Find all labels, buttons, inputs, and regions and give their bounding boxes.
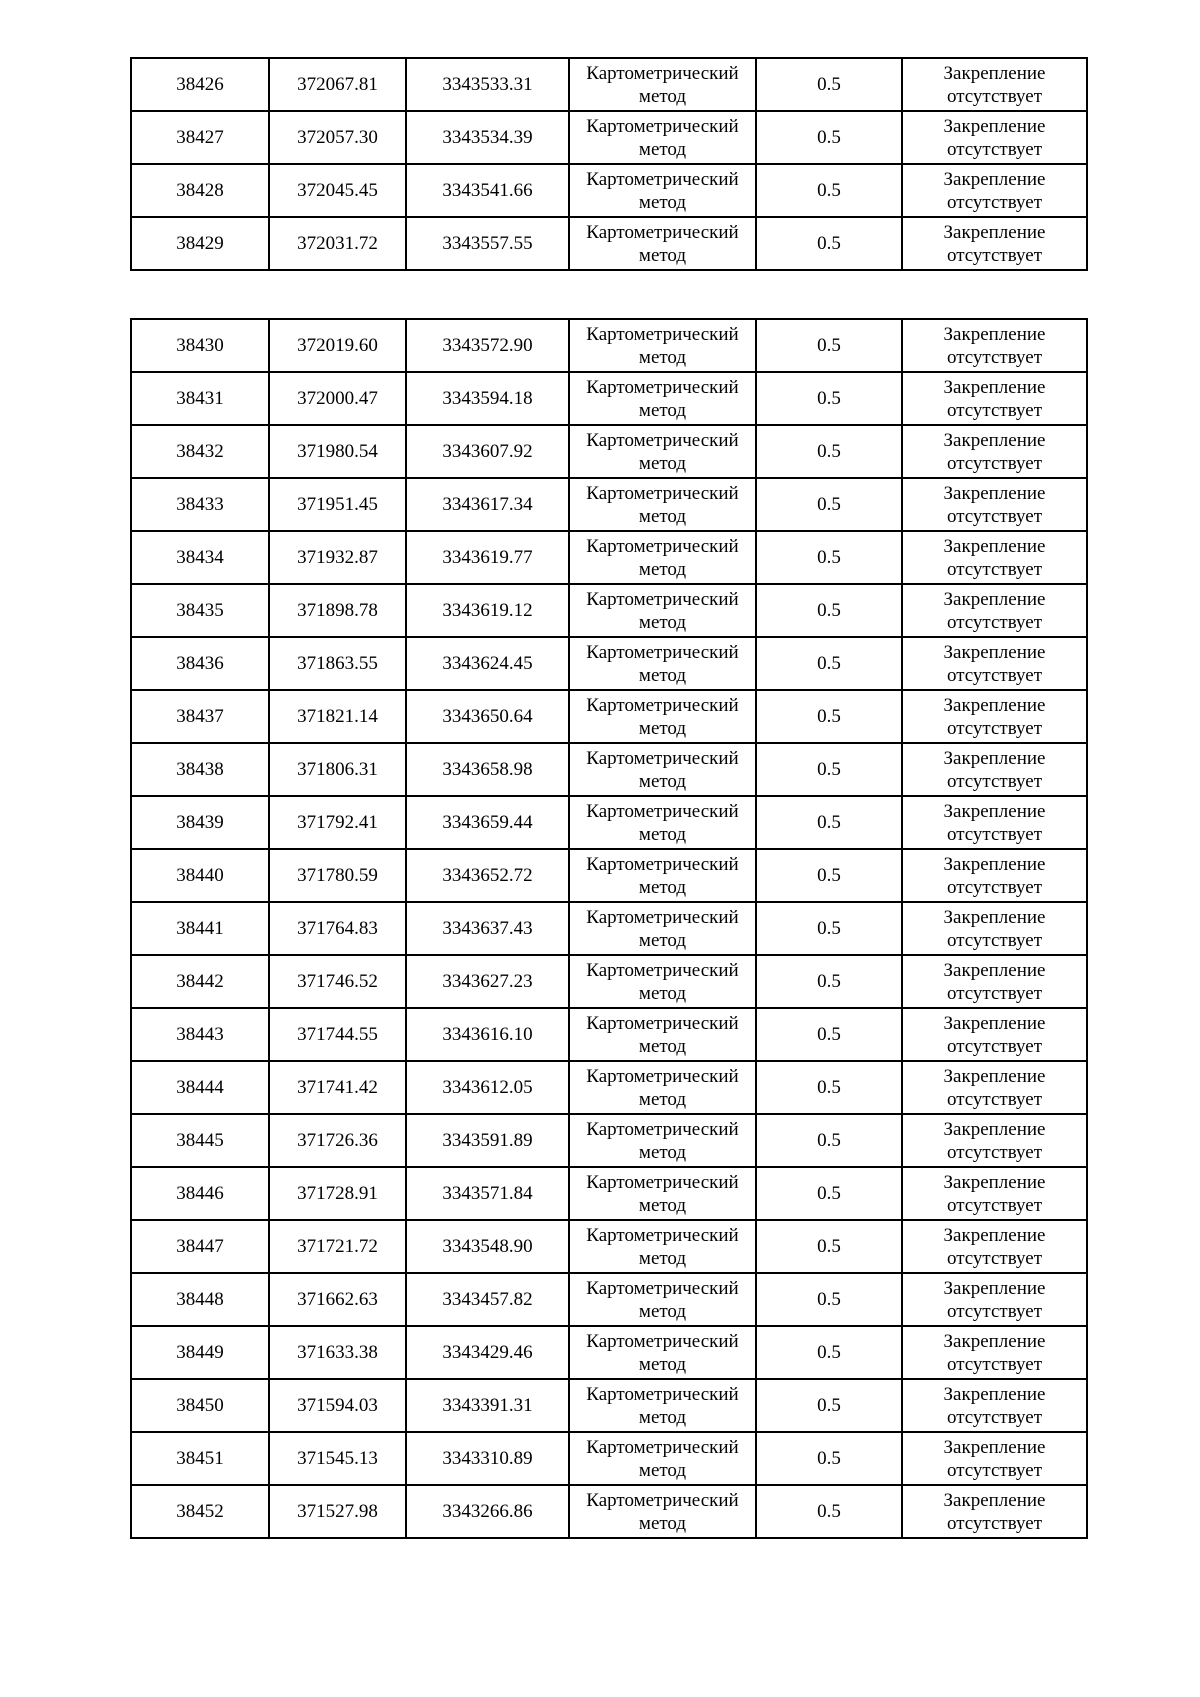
accuracy-cell: 0.5 bbox=[756, 478, 902, 531]
y-coordinate-cell: 3343619.12 bbox=[406, 584, 569, 637]
y-coordinate-cell: 3343607.92 bbox=[406, 425, 569, 478]
accuracy-cell: 0.5 bbox=[756, 372, 902, 425]
method-text: Картометрический bbox=[586, 115, 739, 137]
x-coordinate-cell: 371806.31 bbox=[269, 743, 406, 796]
fixing-cell bbox=[902, 1379, 1087, 1432]
method-text: Картометрический bbox=[586, 588, 739, 610]
method-text: метод bbox=[638, 1406, 687, 1428]
point-number-cell: 38443 bbox=[131, 1008, 269, 1061]
fixing-text: отсутствует bbox=[946, 1141, 1043, 1163]
fixing-text: отсутствует bbox=[946, 452, 1043, 474]
fixing-cell bbox=[902, 1008, 1087, 1061]
fixing-text: отсутствует bbox=[946, 717, 1043, 739]
y-coordinate-cell: 3343457.82 bbox=[406, 1273, 569, 1326]
fixing-text: Закрепление bbox=[943, 959, 1046, 981]
method-text: Картометрический bbox=[586, 1065, 739, 1087]
fixing-cell bbox=[902, 584, 1087, 637]
method-text: метод bbox=[638, 85, 687, 107]
y-coordinate-cell: 3343548.90 bbox=[406, 1220, 569, 1273]
fixing-text: Закрепление bbox=[943, 1065, 1046, 1087]
fixing-text: Закрепление bbox=[943, 1436, 1046, 1458]
point-number-cell: 38440 bbox=[131, 849, 269, 902]
y-coordinate-cell: 3343650.64 bbox=[406, 690, 569, 743]
x-coordinate-cell: 371932.87 bbox=[269, 531, 406, 584]
point-number-cell: 38427 bbox=[131, 111, 269, 164]
fixing-text: Закрепление bbox=[943, 221, 1046, 243]
y-coordinate-cell: 3343637.43 bbox=[406, 902, 569, 955]
fixing-text: Закрепление bbox=[943, 800, 1046, 822]
x-coordinate-cell: 371545.13 bbox=[269, 1432, 406, 1485]
method-cell bbox=[569, 531, 756, 584]
method-cell bbox=[569, 111, 756, 164]
method-text: Картометрический bbox=[586, 694, 739, 716]
method-text: Картометрический bbox=[586, 853, 739, 875]
y-coordinate-cell: 3343619.77 bbox=[406, 531, 569, 584]
method-cell bbox=[569, 478, 756, 531]
method-text: Картометрический bbox=[586, 429, 739, 451]
method-cell bbox=[569, 319, 756, 372]
fixing-text: Закрепление bbox=[943, 376, 1046, 398]
y-coordinate-cell: 3343658.98 bbox=[406, 743, 569, 796]
fixing-text: Закрепление bbox=[943, 482, 1046, 504]
method-text: метод bbox=[638, 1088, 687, 1110]
table-row bbox=[131, 319, 1087, 372]
table-row bbox=[131, 690, 1087, 743]
x-coordinate-cell: 371746.52 bbox=[269, 955, 406, 1008]
accuracy-cell: 0.5 bbox=[756, 743, 902, 796]
accuracy-cell: 0.5 bbox=[756, 849, 902, 902]
fixing-text: Закрепление bbox=[943, 641, 1046, 663]
accuracy-cell: 0.5 bbox=[756, 1379, 902, 1432]
method-text: Картометрический bbox=[586, 1012, 739, 1034]
method-cell bbox=[569, 637, 756, 690]
method-text: метод bbox=[638, 1300, 687, 1322]
method-text: метод bbox=[638, 717, 687, 739]
method-text: Картометрический bbox=[586, 747, 739, 769]
accuracy-cell: 0.5 bbox=[756, 637, 902, 690]
method-text: Картометрический bbox=[586, 1436, 739, 1458]
method-text: Картометрический bbox=[586, 959, 739, 981]
table-row bbox=[131, 849, 1087, 902]
y-coordinate-cell: 3343557.55 bbox=[406, 217, 569, 270]
x-coordinate-cell: 371741.42 bbox=[269, 1061, 406, 1114]
method-cell bbox=[569, 1167, 756, 1220]
method-text: Картометрический bbox=[586, 1383, 739, 1405]
fixing-cell bbox=[902, 743, 1087, 796]
y-coordinate-cell: 3343659.44 bbox=[406, 796, 569, 849]
x-coordinate-cell: 371764.83 bbox=[269, 902, 406, 955]
fixing-text: отсутствует bbox=[946, 505, 1043, 527]
y-coordinate-cell: 3343652.72 bbox=[406, 849, 569, 902]
accuracy-cell: 0.5 bbox=[756, 1485, 902, 1538]
accuracy-cell: 0.5 bbox=[756, 1273, 902, 1326]
fixing-text: Закрепление bbox=[943, 62, 1046, 84]
point-number-cell: 38449 bbox=[131, 1326, 269, 1379]
method-cell bbox=[569, 584, 756, 637]
x-coordinate-cell: 371898.78 bbox=[269, 584, 406, 637]
x-coordinate-cell: 371721.72 bbox=[269, 1220, 406, 1273]
point-number-cell: 38433 bbox=[131, 478, 269, 531]
fixing-text: отсутствует bbox=[946, 876, 1043, 898]
accuracy-cell: 0.5 bbox=[756, 1167, 902, 1220]
y-coordinate-cell: 3343617.34 bbox=[406, 478, 569, 531]
fixing-text: отсутствует bbox=[946, 1247, 1043, 1269]
coordinates-table-1 bbox=[130, 57, 1088, 271]
table-row bbox=[131, 1432, 1087, 1485]
fixing-text: отсутствует bbox=[946, 1512, 1043, 1534]
method-text: метод bbox=[638, 1194, 687, 1216]
accuracy-cell: 0.5 bbox=[756, 164, 902, 217]
method-cell bbox=[569, 743, 756, 796]
fixing-text: отсутствует bbox=[946, 1194, 1043, 1216]
method-text: метод bbox=[638, 611, 687, 633]
accuracy-cell: 0.5 bbox=[756, 217, 902, 270]
method-cell bbox=[569, 1485, 756, 1538]
table-row bbox=[131, 217, 1087, 270]
table-row bbox=[131, 584, 1087, 637]
fixing-text: отсутствует bbox=[946, 611, 1043, 633]
method-text: метод bbox=[638, 558, 687, 580]
method-text: Картометрический bbox=[586, 1171, 739, 1193]
accuracy-cell: 0.5 bbox=[756, 531, 902, 584]
fixing-cell bbox=[902, 796, 1087, 849]
y-coordinate-cell: 3343612.05 bbox=[406, 1061, 569, 1114]
method-text: метод bbox=[638, 1247, 687, 1269]
point-number-cell: 38444 bbox=[131, 1061, 269, 1114]
method-text: Картометрический bbox=[586, 1489, 739, 1511]
method-text: Картометрический bbox=[586, 1118, 739, 1140]
table-row bbox=[131, 1167, 1087, 1220]
point-number-cell: 38436 bbox=[131, 637, 269, 690]
table-row bbox=[131, 1061, 1087, 1114]
x-coordinate-cell: 371821.14 bbox=[269, 690, 406, 743]
x-coordinate-cell: 371863.55 bbox=[269, 637, 406, 690]
point-number-cell: 38437 bbox=[131, 690, 269, 743]
method-text: Картометрический bbox=[586, 1224, 739, 1246]
point-number-cell: 38429 bbox=[131, 217, 269, 270]
method-text: метод bbox=[638, 1353, 687, 1375]
method-text: Картометрический bbox=[586, 1277, 739, 1299]
fixing-cell bbox=[902, 690, 1087, 743]
fixing-text: Закрепление bbox=[943, 1489, 1046, 1511]
method-text: метод bbox=[638, 876, 687, 898]
x-coordinate-cell: 371780.59 bbox=[269, 849, 406, 902]
fixing-text: отсутствует bbox=[946, 770, 1043, 792]
method-cell bbox=[569, 1379, 756, 1432]
fixing-text: отсутствует bbox=[946, 664, 1043, 686]
fixing-text: отсутствует bbox=[946, 85, 1043, 107]
method-text: метод bbox=[638, 244, 687, 266]
method-cell bbox=[569, 849, 756, 902]
x-coordinate-cell: 372031.72 bbox=[269, 217, 406, 270]
fixing-text: Закрепление bbox=[943, 1277, 1046, 1299]
point-number-cell: 38434 bbox=[131, 531, 269, 584]
point-number-cell: 38435 bbox=[131, 584, 269, 637]
y-coordinate-cell: 3343541.66 bbox=[406, 164, 569, 217]
table-row bbox=[131, 637, 1087, 690]
method-cell bbox=[569, 955, 756, 1008]
method-text: Картометрический bbox=[586, 641, 739, 663]
method-text: метод bbox=[638, 452, 687, 474]
method-text: Картометрический bbox=[586, 800, 739, 822]
fixing-cell bbox=[902, 1114, 1087, 1167]
table-row bbox=[131, 1220, 1087, 1273]
point-number-cell: 38439 bbox=[131, 796, 269, 849]
accuracy-cell: 0.5 bbox=[756, 1326, 902, 1379]
x-coordinate-cell: 371951.45 bbox=[269, 478, 406, 531]
method-cell bbox=[569, 902, 756, 955]
fixing-text: отсутствует bbox=[946, 1088, 1043, 1110]
fixing-text: отсутствует bbox=[946, 191, 1043, 213]
fixing-text: отсутствует bbox=[946, 1406, 1043, 1428]
fixing-cell bbox=[902, 1326, 1087, 1379]
accuracy-cell: 0.5 bbox=[756, 1432, 902, 1485]
fixing-text: Закрепление bbox=[943, 1012, 1046, 1034]
x-coordinate-cell: 371728.91 bbox=[269, 1167, 406, 1220]
accuracy-cell: 0.5 bbox=[756, 1061, 902, 1114]
y-coordinate-cell: 3343572.90 bbox=[406, 319, 569, 372]
method-cell bbox=[569, 796, 756, 849]
point-number-cell: 38441 bbox=[131, 902, 269, 955]
table-row bbox=[131, 1008, 1087, 1061]
accuracy-cell: 0.5 bbox=[756, 1220, 902, 1273]
method-text: метод bbox=[638, 823, 687, 845]
fixing-text: отсутствует bbox=[946, 1035, 1043, 1057]
fixing-cell bbox=[902, 58, 1087, 111]
point-number-cell: 38428 bbox=[131, 164, 269, 217]
y-coordinate-cell: 3343627.23 bbox=[406, 955, 569, 1008]
method-text: метод bbox=[638, 399, 687, 421]
fixing-text: отсутствует bbox=[946, 558, 1043, 580]
fixing-text: Закрепление bbox=[943, 535, 1046, 557]
accuracy-cell: 0.5 bbox=[756, 1114, 902, 1167]
point-number-cell: 38446 bbox=[131, 1167, 269, 1220]
table-row bbox=[131, 743, 1087, 796]
point-number-cell: 38426 bbox=[131, 58, 269, 111]
fixing-cell bbox=[902, 637, 1087, 690]
fixing-cell bbox=[902, 1485, 1087, 1538]
fixing-text: отсутствует bbox=[946, 823, 1043, 845]
method-cell bbox=[569, 690, 756, 743]
method-text: метод bbox=[638, 1141, 687, 1163]
fixing-text: Закрепление bbox=[943, 588, 1046, 610]
accuracy-cell: 0.5 bbox=[756, 955, 902, 1008]
table-row bbox=[131, 796, 1087, 849]
fixing-text: отсутствует bbox=[946, 399, 1043, 421]
method-cell bbox=[569, 1220, 756, 1273]
fixing-cell bbox=[902, 1167, 1087, 1220]
method-cell bbox=[569, 1326, 756, 1379]
x-coordinate-cell: 372057.30 bbox=[269, 111, 406, 164]
method-text: метод bbox=[638, 1459, 687, 1481]
fixing-text: Закрепление bbox=[943, 906, 1046, 928]
y-coordinate-cell: 3343429.46 bbox=[406, 1326, 569, 1379]
fixing-cell bbox=[902, 164, 1087, 217]
x-coordinate-cell: 371594.03 bbox=[269, 1379, 406, 1432]
table-row bbox=[131, 1326, 1087, 1379]
fixing-text: Закрепление bbox=[943, 1330, 1046, 1352]
method-text: Картометрический bbox=[586, 906, 739, 928]
y-coordinate-cell: 3343533.31 bbox=[406, 58, 569, 111]
accuracy-cell: 0.5 bbox=[756, 58, 902, 111]
fixing-cell bbox=[902, 319, 1087, 372]
method-text: метод bbox=[638, 982, 687, 1004]
method-cell bbox=[569, 58, 756, 111]
point-number-cell: 38450 bbox=[131, 1379, 269, 1432]
fixing-text: Закрепление bbox=[943, 694, 1046, 716]
y-coordinate-cell: 3343266.86 bbox=[406, 1485, 569, 1538]
coordinates-table-2 bbox=[130, 318, 1088, 1539]
fixing-cell bbox=[902, 217, 1087, 270]
method-text: Картометрический bbox=[586, 535, 739, 557]
y-coordinate-cell: 3343616.10 bbox=[406, 1008, 569, 1061]
method-text: Картометрический bbox=[586, 62, 739, 84]
fixing-text: отсутствует bbox=[946, 346, 1043, 368]
x-coordinate-cell: 371633.38 bbox=[269, 1326, 406, 1379]
fixing-text: Закрепление bbox=[943, 1383, 1046, 1405]
point-number-cell: 38432 bbox=[131, 425, 269, 478]
fixing-text: Закрепление bbox=[943, 747, 1046, 769]
table-row bbox=[131, 58, 1087, 111]
fixing-cell bbox=[902, 111, 1087, 164]
table-row bbox=[131, 111, 1087, 164]
y-coordinate-cell: 3343391.31 bbox=[406, 1379, 569, 1432]
accuracy-cell: 0.5 bbox=[756, 111, 902, 164]
fixing-text: отсутствует bbox=[946, 982, 1043, 1004]
method-cell bbox=[569, 1432, 756, 1485]
fixing-text: отсутствует bbox=[946, 929, 1043, 951]
x-coordinate-cell: 371527.98 bbox=[269, 1485, 406, 1538]
method-text: метод bbox=[638, 1035, 687, 1057]
accuracy-cell: 0.5 bbox=[756, 584, 902, 637]
point-number-cell: 38445 bbox=[131, 1114, 269, 1167]
method-text: Картометрический bbox=[586, 482, 739, 504]
table-row bbox=[131, 1379, 1087, 1432]
fixing-cell bbox=[902, 1273, 1087, 1326]
fixing-cell bbox=[902, 1432, 1087, 1485]
point-number-cell: 38442 bbox=[131, 955, 269, 1008]
y-coordinate-cell: 3343534.39 bbox=[406, 111, 569, 164]
fixing-text: Закрепление bbox=[943, 1171, 1046, 1193]
fixing-text: отсутствует bbox=[946, 1353, 1043, 1375]
accuracy-cell: 0.5 bbox=[756, 690, 902, 743]
point-number-cell: 38438 bbox=[131, 743, 269, 796]
table-row bbox=[131, 902, 1087, 955]
point-number-cell: 38451 bbox=[131, 1432, 269, 1485]
method-cell bbox=[569, 217, 756, 270]
table-row bbox=[131, 1273, 1087, 1326]
fixing-cell bbox=[902, 478, 1087, 531]
table-row bbox=[131, 1114, 1087, 1167]
method-text: Картометрический bbox=[586, 323, 739, 345]
method-text: Картометрический bbox=[586, 376, 739, 398]
method-text: Картометрический bbox=[586, 221, 739, 243]
method-text: метод bbox=[638, 191, 687, 213]
method-text: метод bbox=[638, 505, 687, 527]
point-number-cell: 38430 bbox=[131, 319, 269, 372]
point-number-cell: 38447 bbox=[131, 1220, 269, 1273]
table-row bbox=[131, 164, 1087, 217]
table-row bbox=[131, 531, 1087, 584]
accuracy-cell: 0.5 bbox=[756, 425, 902, 478]
point-number-cell: 38452 bbox=[131, 1485, 269, 1538]
y-coordinate-cell: 3343624.45 bbox=[406, 637, 569, 690]
method-text: метод bbox=[638, 770, 687, 792]
method-text: Картометрический bbox=[586, 1330, 739, 1352]
fixing-text: Закрепление bbox=[943, 429, 1046, 451]
fixing-text: отсутствует bbox=[946, 244, 1043, 266]
fixing-cell bbox=[902, 955, 1087, 1008]
table-row bbox=[131, 478, 1087, 531]
accuracy-cell: 0.5 bbox=[756, 796, 902, 849]
point-number-cell: 38448 bbox=[131, 1273, 269, 1326]
method-cell bbox=[569, 164, 756, 217]
fixing-cell bbox=[902, 849, 1087, 902]
fixing-cell bbox=[902, 425, 1087, 478]
x-coordinate-cell: 371662.63 bbox=[269, 1273, 406, 1326]
table-row bbox=[131, 372, 1087, 425]
method-text: Картометрический bbox=[586, 168, 739, 190]
table-row bbox=[131, 425, 1087, 478]
fixing-cell bbox=[902, 1061, 1087, 1114]
fixing-text: Закрепление bbox=[943, 115, 1046, 137]
table-row bbox=[131, 1485, 1087, 1538]
method-cell bbox=[569, 1061, 756, 1114]
fixing-cell bbox=[902, 1220, 1087, 1273]
fixing-text: Закрепление bbox=[943, 1118, 1046, 1140]
accuracy-cell: 0.5 bbox=[756, 1008, 902, 1061]
x-coordinate-cell: 372067.81 bbox=[269, 58, 406, 111]
fixing-text: Закрепление bbox=[943, 323, 1046, 345]
method-text: метод bbox=[638, 138, 687, 160]
fixing-text: Закрепление bbox=[943, 168, 1046, 190]
y-coordinate-cell: 3343310.89 bbox=[406, 1432, 569, 1485]
method-text: метод bbox=[638, 346, 687, 368]
x-coordinate-cell: 372019.60 bbox=[269, 319, 406, 372]
accuracy-cell: 0.5 bbox=[756, 319, 902, 372]
y-coordinate-cell: 3343591.89 bbox=[406, 1114, 569, 1167]
point-number-cell: 38431 bbox=[131, 372, 269, 425]
x-coordinate-cell: 371792.41 bbox=[269, 796, 406, 849]
method-cell bbox=[569, 425, 756, 478]
x-coordinate-cell: 371744.55 bbox=[269, 1008, 406, 1061]
fixing-text: отсутствует bbox=[946, 1459, 1043, 1481]
x-coordinate-cell: 372000.47 bbox=[269, 372, 406, 425]
method-text: метод bbox=[638, 1512, 687, 1534]
method-cell bbox=[569, 1008, 756, 1061]
table-row bbox=[131, 955, 1087, 1008]
y-coordinate-cell: 3343571.84 bbox=[406, 1167, 569, 1220]
accuracy-cell: 0.5 bbox=[756, 902, 902, 955]
method-cell bbox=[569, 372, 756, 425]
fixing-cell bbox=[902, 372, 1087, 425]
fixing-text: Закрепление bbox=[943, 1224, 1046, 1246]
method-cell bbox=[569, 1273, 756, 1326]
method-text: метод bbox=[638, 664, 687, 686]
x-coordinate-cell: 371726.36 bbox=[269, 1114, 406, 1167]
fixing-text: отсутствует bbox=[946, 138, 1043, 160]
fixing-cell bbox=[902, 531, 1087, 584]
method-cell bbox=[569, 1114, 756, 1167]
method-text: метод bbox=[638, 929, 687, 951]
x-coordinate-cell: 371980.54 bbox=[269, 425, 406, 478]
fixing-text: отсутствует bbox=[946, 1300, 1043, 1322]
y-coordinate-cell: 3343594.18 bbox=[406, 372, 569, 425]
x-coordinate-cell: 372045.45 bbox=[269, 164, 406, 217]
fixing-text: Закрепление bbox=[943, 853, 1046, 875]
fixing-cell bbox=[902, 902, 1087, 955]
